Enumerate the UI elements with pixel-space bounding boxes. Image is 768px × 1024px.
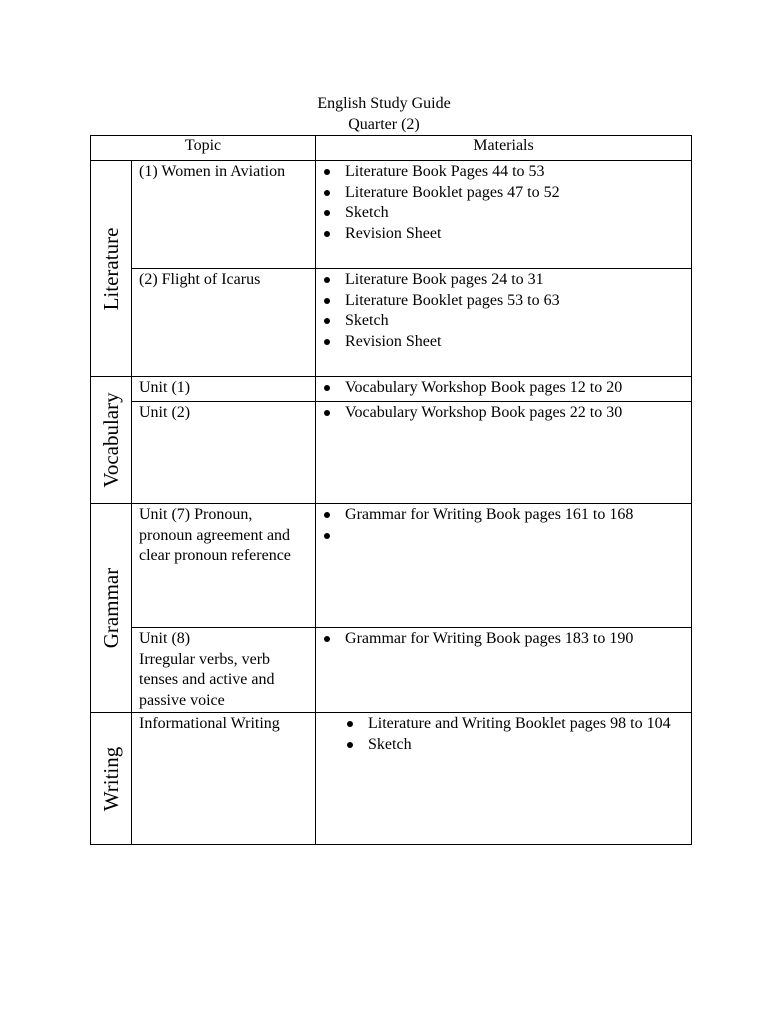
list-item bbox=[318, 629, 687, 650]
list-item bbox=[318, 332, 687, 353]
materials-list bbox=[318, 629, 687, 650]
topic-detail: Irregular verbs, verb tenses and active and passive voice bbox=[139, 650, 275, 709]
materials-list bbox=[318, 162, 687, 244]
topic-cell bbox=[132, 628, 316, 713]
list-item bbox=[318, 183, 687, 204]
material-text: Revision Sheet bbox=[345, 332, 442, 350]
topic-cell bbox=[132, 269, 316, 377]
table-row bbox=[91, 713, 692, 845]
list-item bbox=[318, 311, 687, 332]
material-text: Vocabulary Workshop Book pages 12 to 20 bbox=[345, 379, 623, 396]
materials-cell bbox=[316, 504, 692, 628]
topic-text: Unit (7) Pronoun, pronoun agreement and clear pronoun reference bbox=[139, 506, 291, 564]
topic-text: Unit (1) bbox=[139, 379, 191, 396]
table-row bbox=[91, 402, 692, 504]
topic-text: Unit (2) bbox=[139, 404, 191, 421]
bullet-icon bbox=[324, 339, 330, 345]
list-item bbox=[318, 378, 687, 399]
list-item bbox=[318, 162, 687, 183]
study-guide-table bbox=[90, 135, 692, 845]
category-label: Writing bbox=[99, 746, 123, 811]
materials-list bbox=[318, 270, 687, 352]
bullet-icon bbox=[324, 512, 330, 518]
topic-cell bbox=[132, 377, 316, 402]
materials-cell bbox=[316, 402, 692, 504]
topic-cell bbox=[132, 713, 316, 845]
document-title: English Study Guide bbox=[317, 95, 451, 112]
list-item bbox=[318, 224, 687, 245]
list-item bbox=[318, 505, 687, 526]
category-label: Grammar bbox=[99, 567, 123, 649]
table-row bbox=[91, 269, 692, 377]
category-cell-vocabulary bbox=[91, 377, 132, 504]
category-cell-writing bbox=[91, 713, 132, 845]
list-item bbox=[318, 403, 687, 424]
topic-text: (1) Women in Aviation bbox=[139, 163, 286, 180]
category-label: Vocabulary bbox=[99, 392, 123, 488]
topic-cell bbox=[132, 402, 316, 504]
materials-cell bbox=[316, 713, 692, 845]
material-text: Grammar for Writing Book pages 183 to 190 bbox=[345, 630, 634, 647]
topic-text: Unit (8) bbox=[139, 630, 191, 647]
list-item bbox=[318, 714, 687, 735]
table-row bbox=[91, 377, 692, 402]
material-text: Literature Book pages 24 to 31 bbox=[345, 271, 544, 288]
table-row bbox=[91, 161, 692, 269]
list-item bbox=[318, 526, 687, 547]
category-cell-grammar bbox=[91, 504, 132, 713]
bullet-icon bbox=[347, 721, 353, 727]
bullet-icon bbox=[324, 277, 330, 283]
material-text: Literature and Writing Booklet pages 98 to 104 bbox=[368, 715, 671, 732]
bullet-icon bbox=[324, 169, 330, 175]
topic-header: Topic bbox=[91, 136, 316, 161]
topic-text: (2) Flight of Icarus bbox=[139, 271, 261, 288]
materials-list bbox=[318, 403, 687, 424]
bullet-icon bbox=[324, 190, 330, 196]
bullet-icon bbox=[324, 298, 330, 304]
materials-cell bbox=[316, 269, 692, 377]
list-item bbox=[318, 203, 687, 224]
bullet-icon bbox=[324, 210, 330, 216]
topic-text: Informational Writing bbox=[139, 715, 280, 732]
bullet-icon bbox=[324, 231, 330, 237]
bullet-icon bbox=[324, 636, 330, 642]
document-subtitle: Quarter (2) bbox=[348, 116, 420, 133]
materials-cell bbox=[316, 161, 692, 269]
materials-list bbox=[318, 714, 687, 755]
category-cell-literature bbox=[91, 161, 132, 377]
materials-list bbox=[318, 378, 687, 399]
table-row bbox=[91, 504, 692, 628]
materials-cell bbox=[316, 628, 692, 713]
list-item bbox=[318, 735, 687, 756]
materials-header: Materials bbox=[316, 136, 692, 161]
material-text: Grammar for Writing Book pages 161 to 168 bbox=[345, 506, 634, 523]
material-text: Literature Booklet pages 47 to 52 bbox=[345, 183, 560, 201]
bullet-icon bbox=[324, 318, 330, 324]
material-text: Vocabulary Workshop Book pages 22 to 30 bbox=[345, 404, 623, 421]
material-text: Sketch bbox=[368, 735, 412, 753]
table-row bbox=[91, 628, 692, 713]
materials-cell bbox=[316, 377, 692, 402]
topic-cell bbox=[132, 161, 316, 269]
bullet-icon bbox=[324, 533, 330, 539]
bullet-icon bbox=[324, 410, 330, 416]
materials-list bbox=[318, 505, 687, 546]
topic-cell bbox=[132, 504, 316, 628]
table-header-row bbox=[91, 136, 692, 161]
list-item bbox=[318, 270, 687, 291]
list-item bbox=[318, 291, 687, 312]
material-text: Literature Book Pages 44 to 53 bbox=[345, 163, 545, 180]
material-text: Sketch bbox=[345, 312, 389, 329]
category-label: Literature bbox=[99, 227, 123, 310]
bullet-icon bbox=[347, 742, 353, 748]
material-text: Revision Sheet bbox=[345, 224, 442, 242]
material-text: Sketch bbox=[345, 204, 389, 221]
material-text: Literature Booklet pages 53 to 63 bbox=[345, 291, 560, 309]
bullet-icon bbox=[324, 385, 330, 391]
